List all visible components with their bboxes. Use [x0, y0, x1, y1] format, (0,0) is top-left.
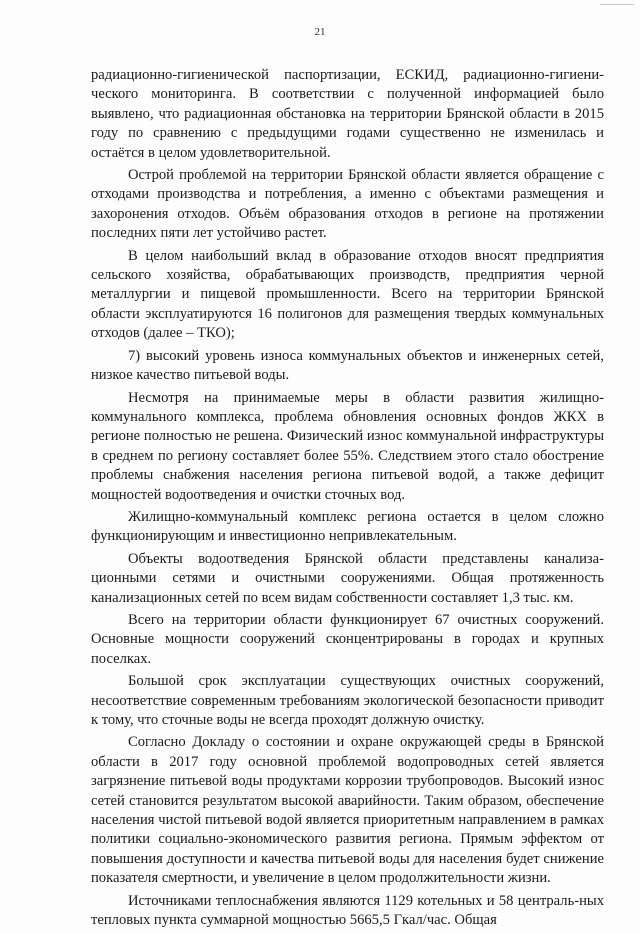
- scan-edge-mark: [600, 4, 634, 5]
- paragraph: Большой срок эксплуатации существующих очистных сооружений, несоответствие современным требованиям экологической безопасности приводит к тому, что сточные воды не всегда проходят должную очистку.: [91, 673, 604, 728]
- paragraph: Острой проблемой на территории Брянской области является обращение с отходами производства и потребления, а именно с объектами размещения и захоронения отходов. Объём образования отходов в регионе на протяжении последних пяти лет устойчиво растет.: [91, 167, 604, 242]
- document-body: [91, 66, 604, 933]
- paragraph: Жилищно-коммунальный комплекс региона остается в целом сложно функционирующим и инвестиционно непривлекательным.: [91, 508, 604, 545]
- paragraph: Источниками теплоснабжения являются 1129 котельных и 58 централь-ных тепловых пункта суммарной мощностью 5665,5 Гкал/час. Общая: [91, 892, 604, 929]
- paragraph: радиационно-гигиенической паспортизации, ЕСКИД, радиационно-гигиени-ческого мониторинга. В соответствии с полученной информацией было выявлено, что радиационная обстановка на территории Брянской области в 2015 году по сравнению с предыдущими годами существенно не изменилась и остаётся в целом удовлетворительной.: [91, 67, 604, 161]
- paragraph: В целом наибольший вклад в образование отходов вносят предприятия сельского хозяйства, обрабатывающих производств, предприятия черной металлургии и пищевой промышленности. Всего на территории Брянской области эксплуатируются 16 полигонов для размещения твердых коммунальных отходов (далее – ТКО);: [91, 247, 604, 342]
- paragraph: Объекты водоотведения Брянской области представлены канализа-ционными сетями и очистными сооружениями. Общая протяженность канализационных сетей по всем видам собственности составляет 1,3 тыс. км.: [91, 550, 604, 606]
- paragraph: Несмотря на принимаемые меры в области развития жилищно-коммунального комплекса, проблема обновления основных фондов ЖКХ в регионе полностью не решена. Физический износ коммунальной инфраструктуры в среднем по региону составляет более 55%. Следствием этого стало обострение проблемы снабжения населения региона питьевой водой, а также дефицит мощностей водоотведения и очистки сточных вод.: [91, 389, 604, 503]
- paragraph: Всего на территории области функционирует 67 очистных сооружений. Основные мощности сооружений сконцентрированы в городах и крупных поселках.: [91, 611, 604, 667]
- paragraph: Согласно Докладу о состоянии и охране окружающей среды в Брянской области в 2017 году основной проблемой водопроводных сетей является загрязнение питьевой воды продуктами коррозии трубопроводов. Высокий износ сетей становится результатом высокой аварийности. Таким образом, обеспечение населения чистой питьевой водой является приоритетным направлением в рамках политики социально-экономического развития региона. Прямым эффектом от повышения доступности и качества питьевой воды для населения будет снижение показателя смертности, и увеличение в целом продолжительности жизни.: [91, 734, 604, 887]
- page-number: 21: [314, 26, 326, 38]
- paragraph: 7) высокий уровень износа коммунальных объектов и инженерных сетей, низкое качество питьевой воды.: [91, 347, 604, 384]
